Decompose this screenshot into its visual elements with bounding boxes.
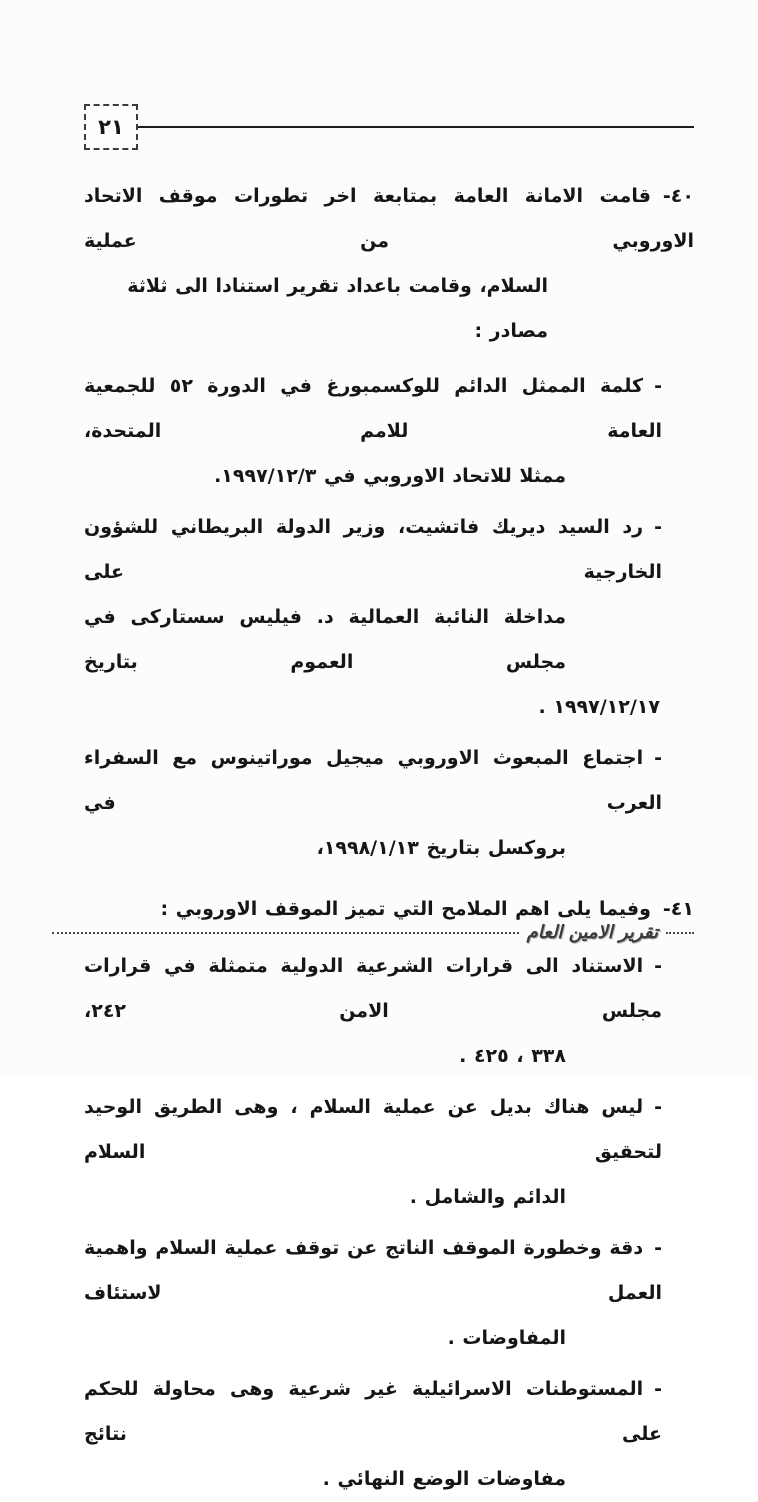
- bullet-line: [84, 736, 662, 826]
- page-footer: [52, 922, 694, 943]
- footer-title: تقرير الامين العام: [526, 922, 658, 943]
- bullet-dash: -: [654, 955, 662, 977]
- paragraph-text: وفيما يلى اهم الملامح التي تميز الموقف الاوروبي :: [160, 898, 651, 920]
- bullet-item: [84, 505, 662, 730]
- bullet-line: ممثلا للاتحاد الاوروبي في ١٩٩٧/١٢/٣.: [214, 465, 566, 487]
- bullet-line: مفاوضات الوضع النهائي .: [322, 1468, 566, 1490]
- bullet-item: [84, 1085, 662, 1220]
- page-number: ٢١: [98, 115, 124, 139]
- bullet-item: [84, 736, 662, 871]
- bullet-line: مداخلة النائبة العمالية د. فيليس سستاركى في مجلس العموم بتاريخ: [84, 606, 566, 673]
- bullet-item: [84, 364, 662, 499]
- header-rule: [138, 126, 694, 128]
- bullet-text: دقة وخطورة الموقف الناتج عن توقف عملية السلام واهمية العمل لاستئاف: [84, 1237, 662, 1304]
- bullet-item: [84, 944, 662, 1079]
- bullet-text: رد السيد ديريك فاتشيت، وزير الدولة البريطاني للشؤون الخارجية على: [84, 516, 662, 583]
- bullet-line: ١٩٩٧/١٢/١٧ .: [538, 696, 660, 718]
- paragraph-text: قامت الامانة العامة بمتابعة اخر تطورات موقف الاتحاد الاوروبي من عملية: [84, 185, 694, 252]
- bullet-text: كلمة الممثل الدائم للوكسمبورغ في الدورة ٥٢ للجمعية العامة للامم المتحدة،: [84, 375, 662, 442]
- bullet-dash: -: [654, 747, 662, 769]
- bullet-dash: -: [654, 1096, 662, 1118]
- paragraph-number: ٤١-: [662, 898, 694, 920]
- bullet-item: [84, 1367, 662, 1502]
- bullet-item: [84, 1226, 662, 1361]
- document-body: [84, 174, 694, 1502]
- bullet-line: [84, 944, 662, 1034]
- page-header: [84, 104, 694, 150]
- bullet-dash: -: [654, 1237, 662, 1259]
- footer-rule-long: [52, 932, 519, 934]
- bullet-line: [84, 505, 662, 595]
- bullet-line: [84, 1367, 662, 1457]
- paragraph-line: [84, 174, 694, 264]
- paragraph-line: السلام، وقامت باعداد تقرير استنادا الى ثلاثة مصادر :: [127, 275, 548, 342]
- bullet-line: [84, 1226, 662, 1316]
- bullet-text: الاستناد الى قرارات الشرعية الدولية متمثلة في قرارات مجلس الامن ٢٤٢،: [84, 955, 662, 1022]
- bullet-dash: -: [654, 375, 662, 397]
- footer-rule-short: [666, 932, 694, 934]
- bullet-line: ٣٣٨ ، ٤٢٥ .: [459, 1045, 566, 1067]
- bullet-line: الدائم والشامل .: [409, 1186, 566, 1208]
- bullet-dash: -: [654, 516, 662, 538]
- bullet-text: ليس هناك بديل عن عملية السلام ، وهى الطريق الوحيد لتحقيق السلام: [84, 1096, 662, 1163]
- bullet-line: بروكسل بتاريخ ١٩٩٨/١/١٣،: [316, 837, 566, 859]
- paragraph-40: [84, 174, 694, 354]
- bullet-text: اجتماع المبعوث الاوروبي ميجيل موراتينوس مع السفراء العرب في: [84, 747, 662, 814]
- page-number-box: [84, 104, 138, 150]
- bullet-line: [84, 1085, 662, 1175]
- bullet-text: المستوطنات الاسرائيلية غير شرعية وهى محاولة للحكم على نتائج: [84, 1378, 662, 1445]
- bullet-line: [84, 364, 662, 454]
- bullet-line: المفاوضات .: [447, 1327, 566, 1349]
- paragraph-number: ٤٠-: [662, 185, 694, 207]
- bullet-dash: -: [654, 1378, 662, 1400]
